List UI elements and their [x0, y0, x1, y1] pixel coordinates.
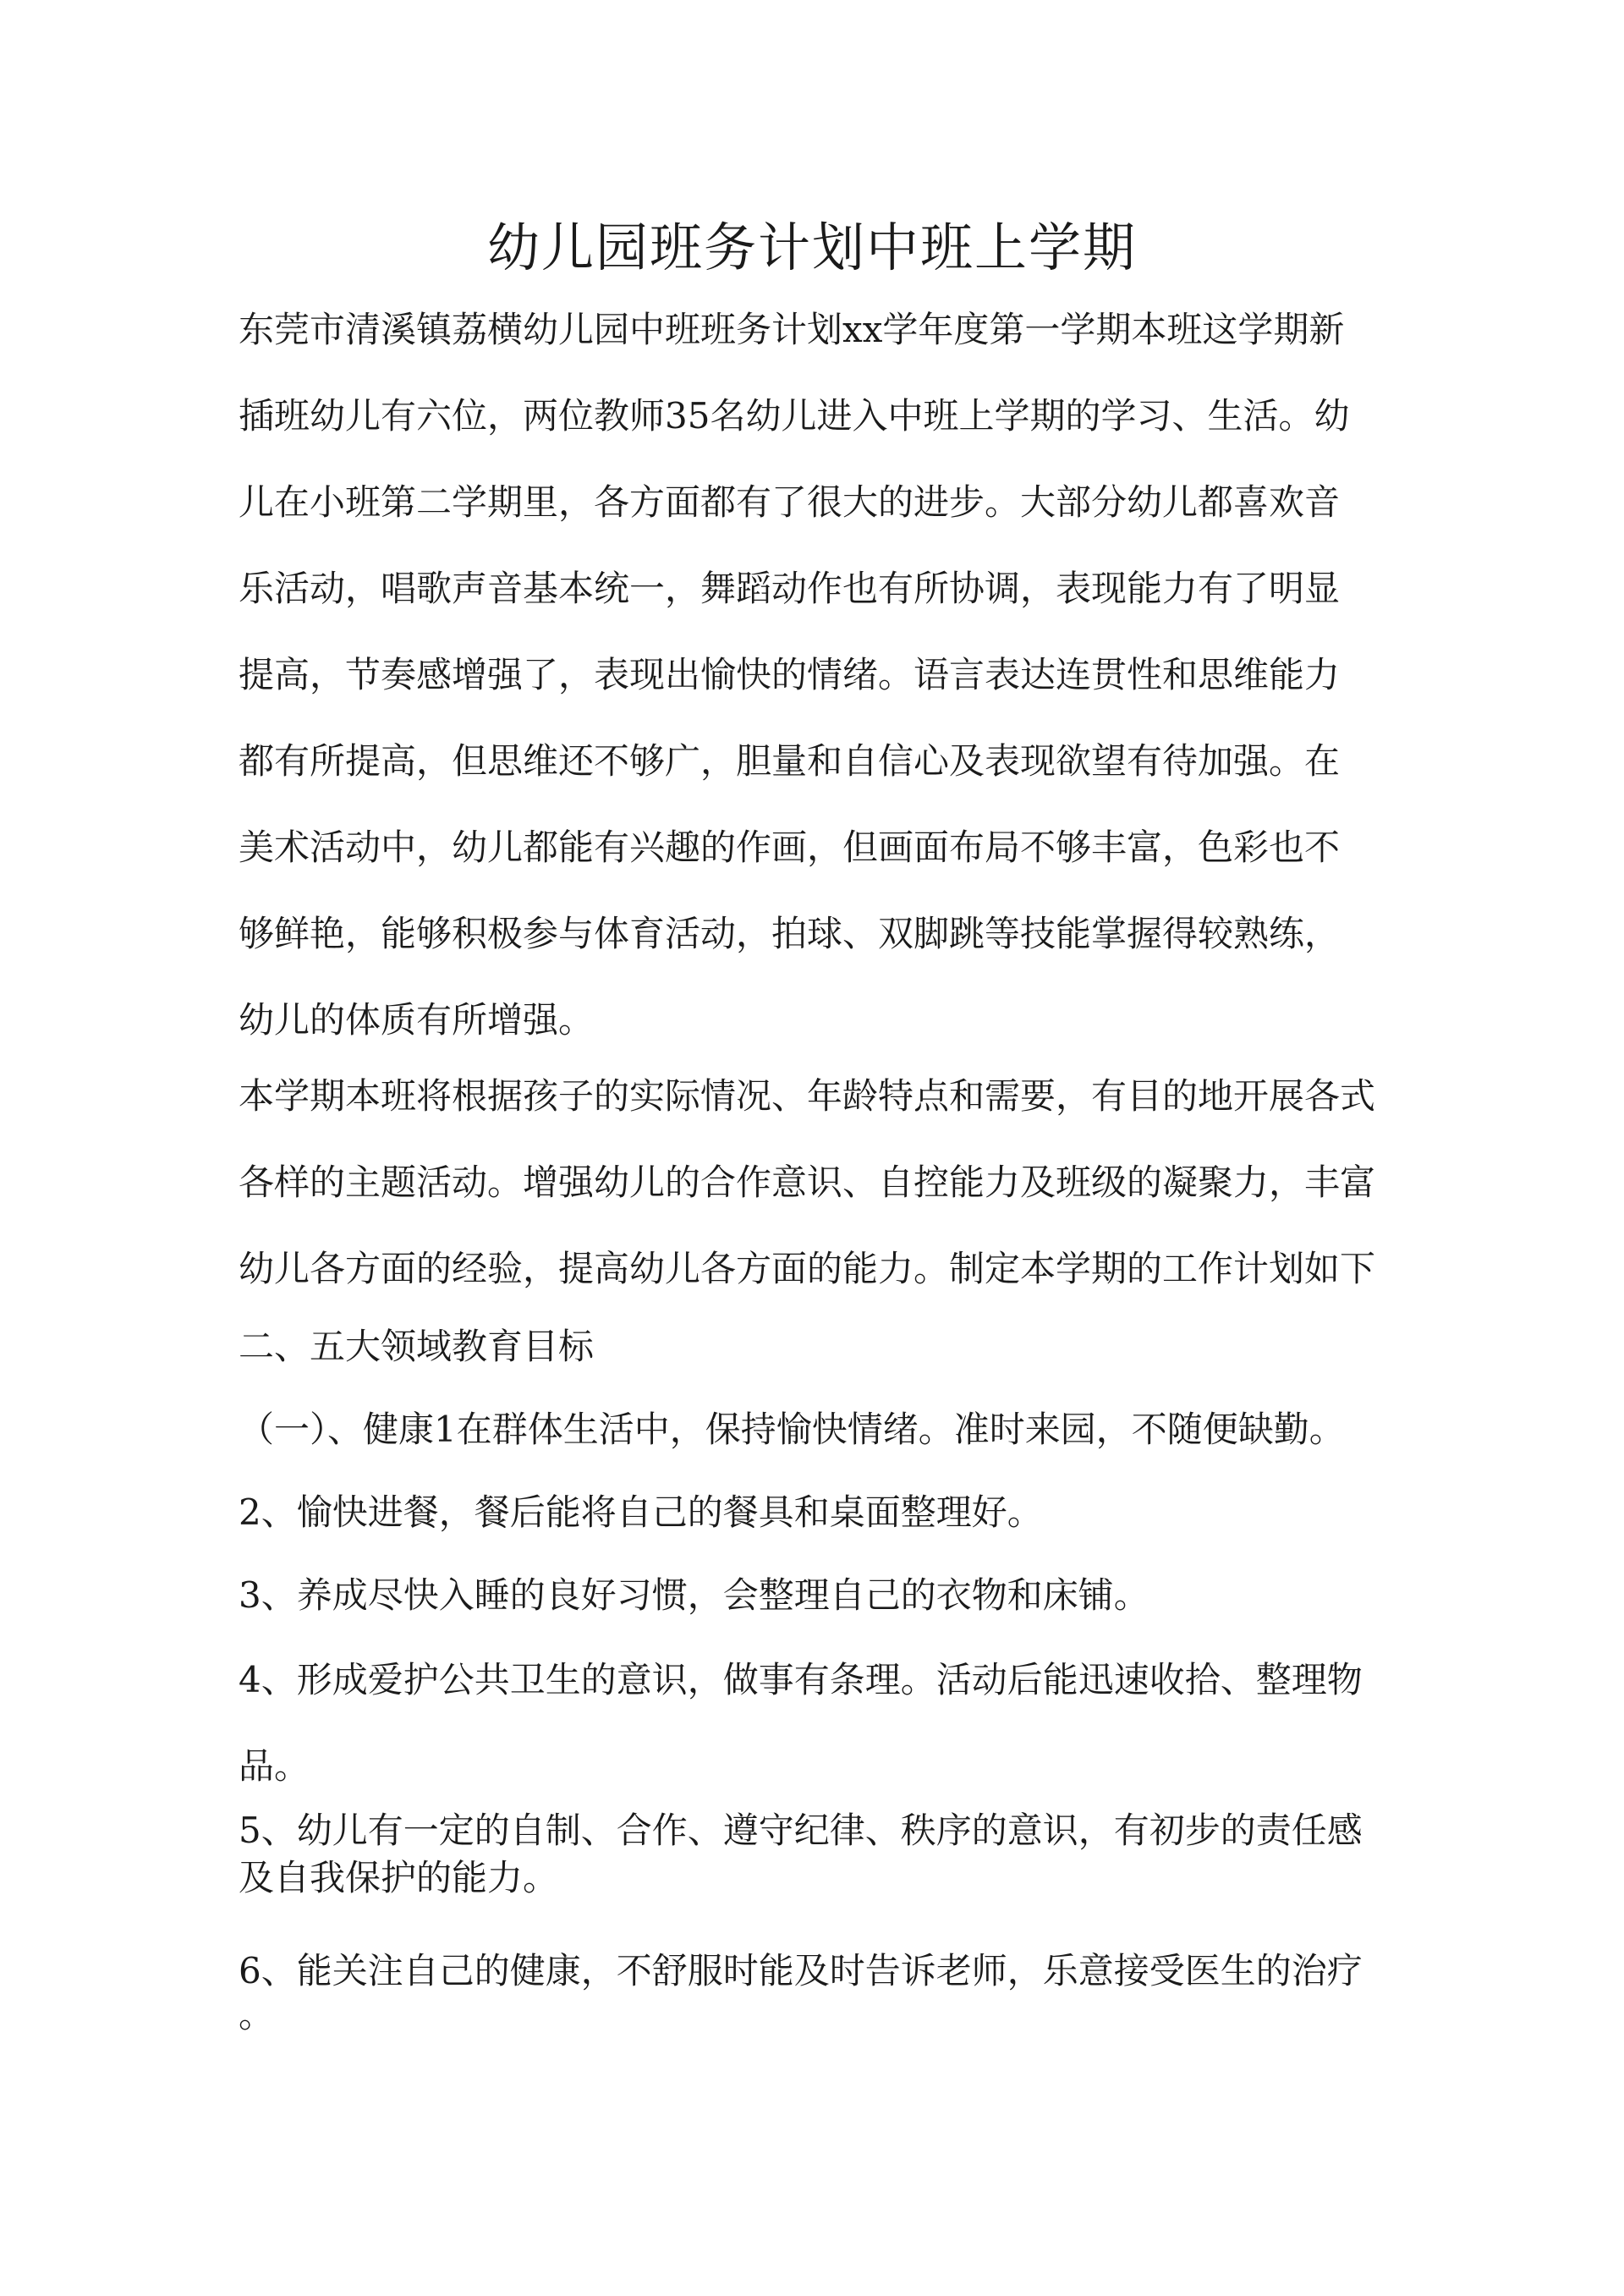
list-item: 3、养成尽快入睡的良好习惯，会整理自己的衣物和床铺。 — [239, 1574, 1149, 1616]
list-item: 2、愉快进餐，餐后能将自己的餐具和桌面整理好。 — [239, 1491, 1043, 1533]
paragraph-line: 东莞市清溪镇荔横幼儿园中班班务计划xx学年度第一学期本班这学期新 — [239, 309, 1345, 350]
list-item: 5、幼儿有一定的自制、合作、遵守纪律、秩序的意识，有初步的责任感 — [239, 1810, 1363, 1851]
paragraph-line: 幼儿的体质有所增强。 — [239, 999, 595, 1041]
paragraph-line: 都有所提高，但思维还不够广，胆量和自信心及表现欲望有待加强。在 — [239, 740, 1341, 782]
list-item-continuation: 及自我保护的能力。 — [239, 1857, 559, 1898]
list-item: （一）、健康1在群体生活中，保持愉快情绪。准时来园，不随便缺勤。 — [239, 1409, 1345, 1450]
paragraph-line: 各样的主题活动。增强幼儿的合作意识、自控能力及班级的凝聚力，丰富 — [239, 1162, 1376, 1203]
list-item-continuation: 。 — [239, 1994, 275, 2035]
paragraph-line: 本学期本班将根据孩子的实际情况、年龄特点和需要，有目的地开展各式 — [239, 1075, 1376, 1117]
paragraph-line: 够鲜艳，能够积极参与体育活动，拍球、双脚跳等技能掌握得较熟练， — [239, 913, 1341, 954]
paragraph-line: 提高，节奏感增强了，表现出愉快的情绪。语言表达连贯性和思维能力 — [239, 654, 1341, 695]
document-title: 幼儿园班务计划中班上学期 — [486, 217, 1137, 278]
paragraph-line: 幼儿各方面的经验，提高幼儿各方面的能力。制定本学期的工作计划如下 — [239, 1248, 1376, 1289]
paragraph-line: 乐活动，唱歌声音基本统一，舞蹈动作也有所协调，表现能力有了明显 — [239, 568, 1341, 609]
list-item: 4、形成爱护公共卫生的意识，做事有条理。活动后能迅速收拾、整理物 — [239, 1659, 1363, 1700]
paragraph-line: 美术活动中，幼儿都能有兴趣的作画，但画面布局不够丰富，色彩也不 — [239, 827, 1341, 868]
paragraph-line: 插班幼儿有六位，两位教师35名幼儿进入中班上学期的学习、生活。幼 — [239, 395, 1350, 437]
section-heading: 二、五大领域教育目标 — [239, 1326, 595, 1367]
list-item-continuation: 品。 — [239, 1745, 310, 1787]
paragraph-line: 儿在小班第二学期里，各方面都有了很大的进步。大部分幼儿都喜欢音 — [239, 481, 1341, 523]
list-item: 6、能关注自己的健康，不舒服时能及时告诉老师，乐意接受医生的治疗 — [239, 1950, 1363, 1991]
